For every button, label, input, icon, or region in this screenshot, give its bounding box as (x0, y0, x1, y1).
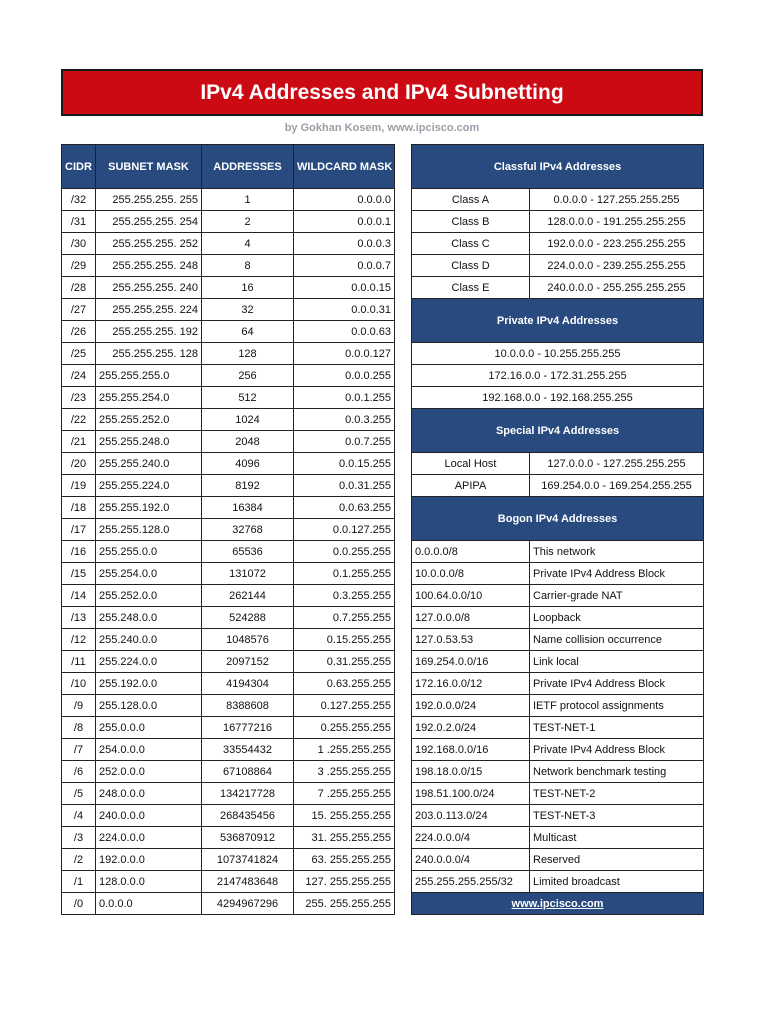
bogon-description: Limited broadcast (530, 871, 704, 893)
addresses-cell: 268435456 (202, 805, 294, 827)
wildcard-mask-cell: 0.0.0.255 (294, 365, 395, 387)
subnet-row (62, 453, 395, 475)
bogon-description: Carrier-grade NAT (530, 585, 704, 607)
addresses-cell: 32768 (202, 519, 294, 541)
subnet-row (62, 475, 395, 497)
wildcard-mask-cell: 0.0.15.255 (294, 453, 395, 475)
subnet-row (62, 233, 395, 255)
bogon-row (412, 563, 704, 585)
bogon-description: TEST-NET-2 (530, 783, 704, 805)
addresses-cell: 8 (202, 255, 294, 277)
subnet-row (62, 761, 395, 783)
subnet-mask-cell: 255.192.0.0 (96, 673, 202, 695)
bogon-block: 192.0.0.0/24 (412, 695, 530, 717)
subnet-row (62, 343, 395, 365)
subnet-mask-cell: 252.0.0.0 (96, 761, 202, 783)
subnet-mask-cell: 255.255.255. 254 (96, 211, 202, 233)
wildcard-mask-cell: 0.0.255.255 (294, 541, 395, 563)
subnet-row (62, 717, 395, 739)
addresses-cell: 4 (202, 233, 294, 255)
addresses-cell: 65536 (202, 541, 294, 563)
wildcard-mask-cell: 0.3.255.255 (294, 585, 395, 607)
bogon-row (412, 651, 704, 673)
subnet-mask-cell: 255.255.248.0 (96, 431, 202, 453)
classful-row (412, 211, 704, 233)
addresses-cell: 4194304 (202, 673, 294, 695)
class-range: 224.0.0.0 - 239.255.255.255 (530, 255, 704, 277)
wildcard-mask-cell: 0.0.63.255 (294, 497, 395, 519)
class-name: Class B (412, 211, 530, 233)
wildcard-mask-cell: 1 .255.255.255 (294, 739, 395, 761)
private-row (412, 343, 704, 365)
subnet-row (62, 365, 395, 387)
subnet-table (61, 144, 395, 915)
subnet-row (62, 431, 395, 453)
subnet-mask-cell: 0.0.0.0 (96, 893, 202, 915)
wildcard-mask-cell: 0.1.255.255 (294, 563, 395, 585)
cidr-cell: /2 (62, 849, 96, 871)
header-addresses: ADDRESSES (202, 145, 294, 189)
wildcard-mask-cell: 0.7.255.255 (294, 607, 395, 629)
bogon-block: 255.255.255.255/32 (412, 871, 530, 893)
cidr-cell: /26 (62, 321, 96, 343)
class-name: Class E (412, 277, 530, 299)
bogon-description: TEST-NET-3 (530, 805, 704, 827)
addresses-cell: 1048576 (202, 629, 294, 651)
addresses-cell: 256 (202, 365, 294, 387)
cidr-cell: /9 (62, 695, 96, 717)
bogon-block: 100.64.0.0/10 (412, 585, 530, 607)
cidr-cell: /15 (62, 563, 96, 585)
cidr-cell: /12 (62, 629, 96, 651)
wildcard-mask-cell: 3 .255.255.255 (294, 761, 395, 783)
reference-table (411, 144, 704, 915)
bogon-description: Private IPv4 Address Block (530, 673, 704, 695)
wildcard-mask-cell: 0.0.0.127 (294, 343, 395, 365)
bogon-row (412, 783, 704, 805)
addresses-cell: 2147483648 (202, 871, 294, 893)
cidr-cell: /24 (62, 365, 96, 387)
addresses-cell: 524288 (202, 607, 294, 629)
class-name: Class A (412, 189, 530, 211)
subnet-row (62, 299, 395, 321)
subnet-row (62, 629, 395, 651)
subnet-mask-cell: 255.255.255. 128 (96, 343, 202, 365)
cidr-cell: /19 (62, 475, 96, 497)
subnet-row (62, 783, 395, 805)
subnet-row (62, 497, 395, 519)
subnet-row (62, 409, 395, 431)
addresses-cell: 1024 (202, 409, 294, 431)
bogon-description: Reserved (530, 849, 704, 871)
cidr-cell: /28 (62, 277, 96, 299)
special-header: Special IPv4 Addresses (412, 409, 704, 453)
special-row (412, 475, 704, 497)
author-byline: by Gokhan Kosem, www.ipcisco.com (284, 122, 480, 134)
bogon-row (412, 871, 704, 893)
subnet-mask-cell: 255.128.0.0 (96, 695, 202, 717)
cidr-cell: /7 (62, 739, 96, 761)
bogon-row (412, 849, 704, 871)
subnet-mask-cell: 255.224.0.0 (96, 651, 202, 673)
classful-row (412, 255, 704, 277)
wildcard-mask-cell: 31. 255.255.255 (294, 827, 395, 849)
bogon-header: Bogon IPv4 Addresses (412, 497, 704, 541)
subnet-mask-cell: 128.0.0.0 (96, 871, 202, 893)
addresses-cell: 67108864 (202, 761, 294, 783)
wildcard-mask-cell: 0.15.255.255 (294, 629, 395, 651)
bogon-block: 172.16.0.0/12 (412, 673, 530, 695)
subnet-mask-cell: 255.255.240.0 (96, 453, 202, 475)
class-name: Class D (412, 255, 530, 277)
addresses-cell: 131072 (202, 563, 294, 585)
wildcard-mask-cell: 0.0.0.31 (294, 299, 395, 321)
private-header: Private IPv4 Addresses (412, 299, 704, 343)
special-name: Local Host (412, 453, 530, 475)
cidr-cell: /8 (62, 717, 96, 739)
bogon-description: Name collision occurrence (530, 629, 704, 651)
subnet-row (62, 321, 395, 343)
cidr-cell: /0 (62, 893, 96, 915)
subnet-mask-cell: 254.0.0.0 (96, 739, 202, 761)
addresses-cell: 8388608 (202, 695, 294, 717)
cidr-cell: /3 (62, 827, 96, 849)
wildcard-mask-cell: 0.0.1.255 (294, 387, 395, 409)
bogon-block: 10.0.0.0/8 (412, 563, 530, 585)
addresses-cell: 8192 (202, 475, 294, 497)
bogon-block: 192.168.0.0/16 (412, 739, 530, 761)
private-range: 10.0.0.0 - 10.255.255.255 (412, 343, 704, 365)
wildcard-mask-cell: 0.0.7.255 (294, 431, 395, 453)
bogon-row (412, 541, 704, 563)
subnet-mask-cell: 192.0.0.0 (96, 849, 202, 871)
subnet-mask-cell: 240.0.0.0 (96, 805, 202, 827)
private-range: 172.16.0.0 - 172.31.255.255 (412, 365, 704, 387)
subnet-row (62, 673, 395, 695)
cidr-cell: /14 (62, 585, 96, 607)
cidr-cell: /23 (62, 387, 96, 409)
bogon-description: Network benchmark testing (530, 761, 704, 783)
subnet-row (62, 255, 395, 277)
subnet-row (62, 563, 395, 585)
cidr-cell: /13 (62, 607, 96, 629)
subnet-mask-cell: 255.255.192.0 (96, 497, 202, 519)
cidr-cell: /31 (62, 211, 96, 233)
cidr-cell: /6 (62, 761, 96, 783)
bogon-description: Multicast (530, 827, 704, 849)
special-range: 169.254.0.0 - 169.254.255.255 (530, 475, 704, 497)
wildcard-mask-cell: 0.63.255.255 (294, 673, 395, 695)
class-range: 240.0.0.0 - 255.255.255.255 (530, 277, 704, 299)
cidr-cell: /27 (62, 299, 96, 321)
cidr-cell: /32 (62, 189, 96, 211)
cidr-cell: /30 (62, 233, 96, 255)
bogon-row (412, 629, 704, 651)
bogon-block: 203.0.113.0/24 (412, 805, 530, 827)
cidr-cell: /5 (62, 783, 96, 805)
subnet-mask-cell: 255.255.128.0 (96, 519, 202, 541)
bogon-description: Link local (530, 651, 704, 673)
cidr-cell: /11 (62, 651, 96, 673)
addresses-cell: 2048 (202, 431, 294, 453)
classful-row (412, 233, 704, 255)
addresses-cell: 262144 (202, 585, 294, 607)
classful-row (412, 189, 704, 211)
classful-row (412, 277, 704, 299)
bogon-block: 198.51.100.0/24 (412, 783, 530, 805)
bogon-row (412, 695, 704, 717)
bogon-description: This network (530, 541, 704, 563)
cidr-cell: /25 (62, 343, 96, 365)
wildcard-mask-cell: 255. 255.255.255 (294, 893, 395, 915)
subnet-mask-cell: 255.255.254.0 (96, 387, 202, 409)
addresses-cell: 33554432 (202, 739, 294, 761)
subnet-row (62, 277, 395, 299)
bogon-description: Loopback (530, 607, 704, 629)
class-range: 192.0.0.0 - 223.255.255.255 (530, 233, 704, 255)
classful-header: Classful IPv4 Addresses (412, 145, 704, 189)
class-name: Class C (412, 233, 530, 255)
header-wildcard-mask: WILDCARD MASK (294, 145, 395, 189)
subnet-row (62, 189, 395, 211)
bogon-row (412, 717, 704, 739)
subnet-mask-cell: 255.255.255. 192 (96, 321, 202, 343)
header-cidr: CIDR (62, 145, 96, 189)
cidr-cell: /1 (62, 871, 96, 893)
subnet-row (62, 739, 395, 761)
cidr-cell: /20 (62, 453, 96, 475)
subnet-row (62, 871, 395, 893)
addresses-cell: 512 (202, 387, 294, 409)
wildcard-mask-cell: 0.0.127.255 (294, 519, 395, 541)
cidr-cell: /17 (62, 519, 96, 541)
bogon-block: 192.0.2.0/24 (412, 717, 530, 739)
subnet-row (62, 849, 395, 871)
subnet-row (62, 585, 395, 607)
subnet-mask-cell: 255.255.255. 248 (96, 255, 202, 277)
special-name: APIPA (412, 475, 530, 497)
subnet-table-header (62, 145, 395, 189)
subnet-mask-cell: 255.255.255.0 (96, 365, 202, 387)
cidr-cell: /4 (62, 805, 96, 827)
wildcard-mask-cell: 0.255.255.255 (294, 717, 395, 739)
subnet-mask-cell: 255.240.0.0 (96, 629, 202, 651)
special-row (412, 453, 704, 475)
addresses-cell: 1 (202, 189, 294, 211)
addresses-cell: 1073741824 (202, 849, 294, 871)
wildcard-mask-cell: 0.0.0.63 (294, 321, 395, 343)
addresses-cell: 134217728 (202, 783, 294, 805)
subnet-row (62, 607, 395, 629)
subnet-row (62, 695, 395, 717)
subnet-row (62, 211, 395, 233)
subnet-row (62, 893, 395, 915)
addresses-cell: 64 (202, 321, 294, 343)
addresses-cell: 2 (202, 211, 294, 233)
wildcard-mask-cell: 0.0.0.0 (294, 189, 395, 211)
bogon-block: 224.0.0.0/4 (412, 827, 530, 849)
bogon-row (412, 761, 704, 783)
subnet-row (62, 387, 395, 409)
subnet-mask-cell: 248.0.0.0 (96, 783, 202, 805)
subnet-mask-cell: 255.255.252.0 (96, 409, 202, 431)
subnet-row (62, 519, 395, 541)
wildcard-mask-cell: 7 .255.255.255 (294, 783, 395, 805)
wildcard-mask-cell: 0.31.255.255 (294, 651, 395, 673)
wildcard-mask-cell: 0.0.0.3 (294, 233, 395, 255)
wildcard-mask-cell: 0.127.255.255 (294, 695, 395, 717)
addresses-cell: 2097152 (202, 651, 294, 673)
wildcard-mask-cell: 0.0.0.15 (294, 277, 395, 299)
bogon-row (412, 827, 704, 849)
addresses-cell: 16777216 (202, 717, 294, 739)
wildcard-mask-cell: 127. 255.255.255 (294, 871, 395, 893)
addresses-cell: 16 (202, 277, 294, 299)
subnet-row (62, 651, 395, 673)
subnet-mask-cell: 255.255.224.0 (96, 475, 202, 497)
bogon-description: Private IPv4 Address Block (530, 739, 704, 761)
page-title: IPv4 Addresses and IPv4 Subnetting (61, 69, 703, 116)
cidr-cell: /29 (62, 255, 96, 277)
wildcard-mask-cell: 0.0.0.7 (294, 255, 395, 277)
cidr-cell: /16 (62, 541, 96, 563)
cidr-cell: /10 (62, 673, 96, 695)
cidr-cell: /21 (62, 431, 96, 453)
bogon-block: 240.0.0.0/4 (412, 849, 530, 871)
subnet-mask-cell: 255.255.255. 252 (96, 233, 202, 255)
bogon-block: 127.0.53.53 (412, 629, 530, 651)
bogon-block: 169.254.0.0/16 (412, 651, 530, 673)
addresses-cell: 16384 (202, 497, 294, 519)
bogon-row (412, 805, 704, 827)
subnet-mask-cell: 255.0.0.0 (96, 717, 202, 739)
subnet-mask-cell: 255.255.0.0 (96, 541, 202, 563)
bogon-block: 0.0.0.0/8 (412, 541, 530, 563)
bogon-description: TEST-NET-1 (530, 717, 704, 739)
cidr-cell: /18 (62, 497, 96, 519)
addresses-cell: 128 (202, 343, 294, 365)
bogon-row (412, 585, 704, 607)
subnet-mask-cell: 255.255.255. 255 (96, 189, 202, 211)
bogon-row (412, 673, 704, 695)
private-row (412, 387, 704, 409)
private-range: 192.168.0.0 - 192.168.255.255 (412, 387, 704, 409)
subnet-row (62, 541, 395, 563)
addresses-cell: 536870912 (202, 827, 294, 849)
addresses-cell: 4096 (202, 453, 294, 475)
wildcard-mask-cell: 0.0.31.255 (294, 475, 395, 497)
wildcard-mask-cell: 0.0.3.255 (294, 409, 395, 431)
bogon-description: Private IPv4 Address Block (530, 563, 704, 585)
wildcard-mask-cell: 15. 255.255.255 (294, 805, 395, 827)
private-row (412, 365, 704, 387)
header-subnet-mask: SUBNET MASK (96, 145, 202, 189)
bogon-row (412, 607, 704, 629)
cidr-cell: /22 (62, 409, 96, 431)
bogon-description: IETF protocol assignments (530, 695, 704, 717)
special-range: 127.0.0.0 - 127.255.255.255 (530, 453, 704, 475)
subnet-mask-cell: 255.254.0.0 (96, 563, 202, 585)
class-range: 128.0.0.0 - 191.255.255.255 (530, 211, 704, 233)
subnet-row (62, 827, 395, 849)
wildcard-mask-cell: 0.0.0.1 (294, 211, 395, 233)
bogon-block: 127.0.0.0/8 (412, 607, 530, 629)
class-range: 0.0.0.0 - 127.255.255.255 (530, 189, 704, 211)
subnet-mask-cell: 255.255.255. 240 (96, 277, 202, 299)
subnet-mask-cell: 255.248.0.0 (96, 607, 202, 629)
addresses-cell: 4294967296 (202, 893, 294, 915)
bogon-block: 198.18.0.0/15 (412, 761, 530, 783)
subnet-mask-cell: 255.252.0.0 (96, 585, 202, 607)
footer-link[interactable]: www.ipcisco.com (412, 893, 704, 915)
bogon-row (412, 739, 704, 761)
subnet-row (62, 805, 395, 827)
subnet-mask-cell: 224.0.0.0 (96, 827, 202, 849)
addresses-cell: 32 (202, 299, 294, 321)
wildcard-mask-cell: 63. 255.255.255 (294, 849, 395, 871)
subnet-mask-cell: 255.255.255. 224 (96, 299, 202, 321)
